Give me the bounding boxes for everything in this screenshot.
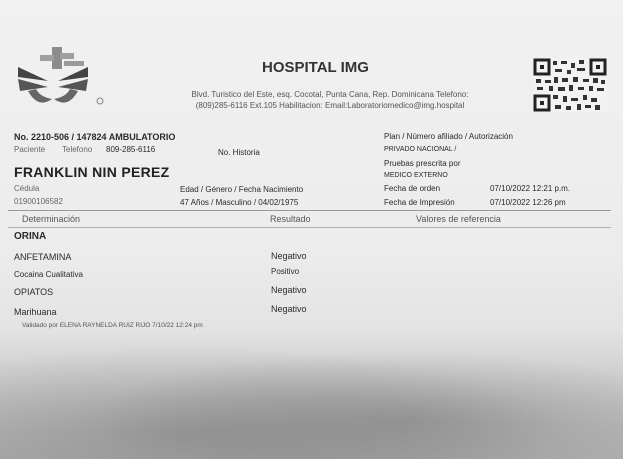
address-line-2: (809)285-6116 Ext.105 Habilitacion: Email:Laboratoriomedico@img.hospital (195, 101, 465, 110)
tests-by: MEDICO EXTERNO (384, 172, 448, 179)
plan-label: Plan / Número afiliado / Autorización (384, 132, 513, 141)
test-result: Positivo (271, 267, 300, 276)
test-result: Negativo (271, 251, 307, 261)
cedula-label: Cédula (14, 184, 40, 193)
test-result: Negativo (271, 285, 307, 295)
column-reference: Valores de referencia (416, 214, 501, 224)
demographics-label: Edad / Género / Fecha Nacimiento (180, 185, 304, 194)
address-line-1: Blvd. Turistico del Este, esq. Cocotal, Punta Cana, Rep. Dominicana Telefono: (191, 90, 469, 99)
order-number: No. 2210-506 / 147824 AMBULATORIO (14, 132, 176, 142)
patient-name: FRANKLIN NIN PEREZ (14, 164, 170, 180)
qr-code-icon (533, 58, 607, 112)
test-name: Marihuana (14, 307, 57, 317)
hospital-logo-icon (18, 47, 110, 109)
tests-label: Pruebas prescrita por (384, 159, 461, 168)
order-date-label: Fecha de orden (384, 184, 441, 193)
column-determination: Determinación (22, 214, 81, 224)
test-name: Cocaina Cualitativa (14, 270, 83, 279)
phone-label: Telefono (62, 145, 93, 154)
hospital-name: HOSPITAL IMG (262, 59, 369, 76)
patient-phone: 809-285-6116 (106, 145, 156, 154)
column-result: Resultado (270, 214, 311, 224)
print-date-label: Fecha de Impresión (384, 198, 455, 207)
patient-label: Paciente (14, 145, 46, 154)
section-title: ORINA (14, 231, 47, 242)
order-date: 07/10/2022 12:21 p.m. (490, 184, 571, 193)
photo-shadow (0, 330, 623, 459)
header-divider (8, 210, 611, 211)
cedula-value: 01900106582 (14, 197, 63, 206)
table-header-divider (8, 227, 611, 228)
plan-value: PRIVADO NACIONAL / (384, 146, 457, 153)
print-date: 07/10/2022 12:26 pm (490, 198, 566, 207)
test-name: OPIATOS (14, 287, 54, 297)
validation-note: Validado por ELENA RAYNELDA RUIZ RIJO 7/10/22 12:24 pm (22, 322, 203, 329)
history-label: No. Historia (218, 148, 260, 157)
hospital-address (170, 89, 490, 111)
demographics-value: 47 Años / Masculino / 04/02/1975 (180, 198, 299, 207)
test-name: ANFETAMINA (14, 252, 72, 262)
test-result: Negativo (271, 304, 307, 314)
